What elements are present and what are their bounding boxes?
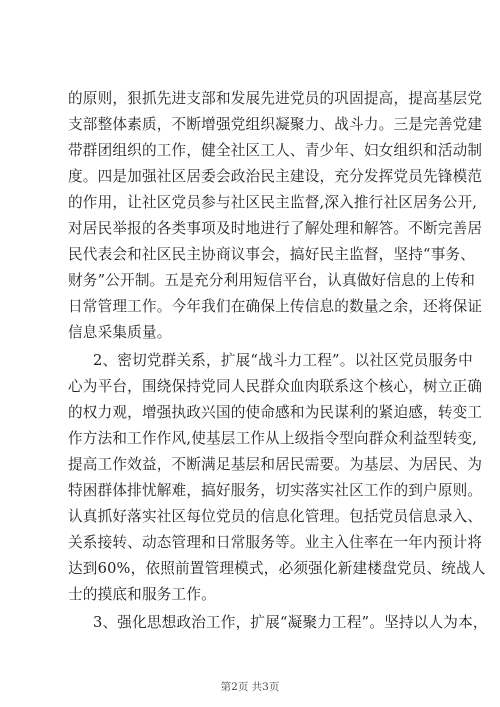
text-line: 民代表会和社区民主协商议事会，搞好民主监督，坚持“事务、 xyxy=(68,246,476,263)
text-line: 提高工作效益，不断满足基层和居民需要。为基层、为居民、为 xyxy=(68,456,483,473)
text-line: 带群团组织的工作，健全社区工人、青少年、妇女组织和活动制 xyxy=(68,142,483,159)
text-line: 的原则，狠抓先进支部和发展先进党员的巩固提高，提高基层党 xyxy=(68,90,483,107)
text-line: 关系接转、动态管理和日常服务等。业主入住率在一年内预计将 xyxy=(68,534,483,551)
text-line: 认真抓好落实社区每位党员的信息化管理。包括党员信息录入、 xyxy=(68,508,483,525)
text-line: 度。四是加强社区居委会政治民主建设，充分发挥党员先锋模范 xyxy=(68,168,483,185)
page-footer: 第2页 共3页 xyxy=(220,681,280,693)
text-line: 日常管理工作。今年我们在确保上传信息的数量之余，还将保证 xyxy=(68,298,483,315)
text-line: 信息采集质量。 xyxy=(68,324,172,341)
text-line: 的作用，让社区党员参与社区民主监督,深入推行社区居务公开, xyxy=(68,194,478,211)
text-line: 的权力观，增强执政兴国的使命感和为民谋利的紧迫感，转变工 xyxy=(68,404,483,421)
text-line: 达到60%，依照前置管理模式，必须强化新建楼盘党员、统战人 xyxy=(68,560,486,577)
paragraph-start-line: 2、密切党群关系，扩展“战斗力工程”。以社区党员服务中 xyxy=(93,352,473,369)
text-line: 支部整体素质，不断增强党组织凝聚力、战斗力。三是完善党建 xyxy=(68,116,483,133)
text-line: 特困群体排忧解难，搞好服务，切实落实社区工作的到户原则。 xyxy=(68,482,483,499)
text-line: 作方法和工作作风,使基层工作从上级指令型向群众利益型转变, xyxy=(68,430,478,447)
text-line: 心为平台，围绕保持党同人民群众血肉联系这个核心，树立正确 xyxy=(68,378,483,395)
paragraph-start-line: 3、强化思想政治工作，扩展“凝聚力工程”。坚持以人为本， xyxy=(93,614,488,631)
text-line: 财务”公开制。五是充分利用短信平台，认真做好信息的上传和 xyxy=(68,272,476,289)
text-line: 士的摸底和服务工作。 xyxy=(68,586,216,603)
text-line: 对居民举报的各类事项及时地进行了解处理和解答。不断完善居 xyxy=(68,220,483,237)
